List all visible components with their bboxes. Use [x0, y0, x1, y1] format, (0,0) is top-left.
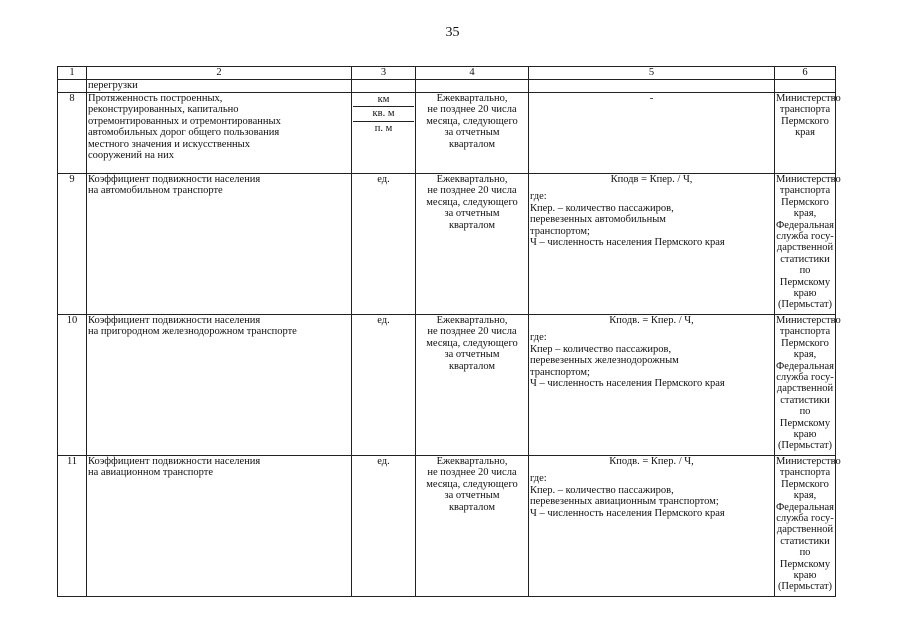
text-line: служба госу-	[776, 372, 834, 384]
row-number: 8	[58, 93, 87, 174]
text-line: (Пермьстат)	[777, 440, 833, 452]
text-line: транспорта	[779, 326, 831, 338]
indicator-name	[87, 174, 352, 315]
table-row	[58, 315, 836, 456]
text-line: Ежеквартально,	[436, 174, 508, 185]
text-line: Федеральная	[776, 219, 834, 231]
source-cell	[775, 80, 836, 93]
text-line: краю	[793, 429, 817, 441]
formula: -	[649, 93, 654, 104]
text-line: за отчетным	[444, 490, 500, 502]
text-line: Пермского	[781, 196, 829, 208]
header-row	[58, 67, 836, 80]
unit-value: ед.	[377, 315, 390, 326]
text-line: краю	[793, 570, 817, 582]
text-line: где:	[530, 332, 547, 344]
text-line: Ежеквартально,	[436, 93, 508, 104]
text-line: перевезенных автомобильным	[530, 214, 666, 226]
text-line: на автомобильном транспорте	[88, 185, 223, 197]
unit-cell	[352, 80, 416, 93]
text-line: Пермского	[781, 478, 829, 490]
text-line: Ч – численность населения Пермского края	[530, 378, 725, 390]
text-line: транспортом;	[530, 366, 590, 378]
text-line: края,	[793, 490, 817, 502]
text-line: реконструированных, капитально	[88, 104, 239, 116]
text-line: месяца, следующего	[426, 115, 518, 127]
text-line: Коэффициент подвижности населения	[88, 456, 261, 467]
text-line: служба госу-	[776, 231, 834, 243]
unit-value: п. м	[374, 122, 393, 134]
header-cell: 1	[58, 67, 87, 80]
row-number: 9	[58, 174, 87, 315]
text-line: края,	[793, 208, 817, 220]
text-line: не позднее 20 числа	[427, 104, 517, 116]
text-line: Министерство	[776, 174, 841, 185]
text-line: на пригородном железнодорожном транспорте	[88, 326, 297, 338]
text-line: кварталом	[448, 360, 496, 372]
text-line: по Пермскому	[779, 547, 831, 570]
indicator-name: перегрузки	[87, 80, 352, 93]
text-line: края,	[793, 349, 817, 361]
source-cell	[775, 456, 841, 597]
row-number: 10	[58, 315, 87, 456]
text-line: транспортом;	[530, 225, 590, 237]
unit-value: ед.	[377, 174, 390, 185]
formula-cell	[529, 174, 775, 315]
text-line: Ежеквартально,	[436, 315, 508, 326]
text-line: Федеральная	[776, 360, 834, 372]
formula: Кподв. = Кпер. / Ч,	[609, 315, 694, 326]
text-line: по Пермскому	[779, 406, 831, 429]
text-line: местного значения и искусственных	[88, 138, 250, 150]
text-line: статистики	[780, 535, 830, 547]
formula: Кподв = Кпер. / Ч,	[610, 174, 693, 185]
indicator-table	[57, 66, 841, 597]
text-line: за отчетным	[444, 349, 500, 361]
source-cell	[775, 315, 841, 456]
text-line: на авиационном транспорте	[88, 467, 213, 479]
continuation-row	[58, 80, 836, 93]
text-line: месяца, следующего	[426, 337, 518, 349]
source-cell	[775, 174, 841, 315]
text-line: перевезенных авиационным транспортом;	[530, 496, 719, 508]
text-line: Ч – численность населения Пермского края	[530, 237, 725, 249]
text-line: дарственной	[776, 242, 834, 254]
header-cell: 3	[352, 67, 416, 80]
text-line: Протяженность построенных,	[88, 93, 223, 104]
indicator-name	[87, 456, 352, 597]
indicator-name	[87, 315, 352, 456]
unit-cell	[352, 315, 416, 456]
table-row	[58, 456, 836, 597]
text-line: где:	[530, 191, 547, 203]
text-line: (Пермьстат)	[777, 581, 833, 593]
unit-value: кв. м	[353, 107, 414, 121]
text-line: не позднее 20 числа	[427, 326, 517, 338]
text-line: краю	[793, 288, 817, 300]
page-number: 35	[445, 25, 460, 40]
row-number	[58, 80, 87, 93]
text-line: транспорта	[779, 467, 831, 479]
formula-cell	[529, 456, 775, 597]
indicator-name	[87, 93, 352, 174]
period-cell	[416, 93, 529, 174]
text-line: за отчетным	[444, 127, 500, 139]
text-line: не позднее 20 числа	[427, 467, 517, 479]
unit-value: ед.	[377, 456, 390, 467]
text-line: кварталом	[448, 219, 496, 231]
text-line: Пермского края	[781, 115, 829, 139]
text-line: месяца, следующего	[426, 196, 518, 208]
unit-cell	[352, 174, 416, 315]
text-line: сооружений на них	[88, 150, 175, 162]
formula-cell	[529, 315, 775, 456]
period-cell	[416, 174, 529, 315]
text-line: не позднее 20 числа	[427, 185, 517, 197]
text-line: Ежеквартально,	[436, 456, 508, 467]
text-line: Министерство	[776, 315, 841, 326]
text-line: Коэффициент подвижности населения	[88, 315, 261, 326]
text-line: Коэффициент подвижности населения	[88, 174, 261, 185]
text-line: Кпер. – количество пассажиров,	[530, 202, 674, 214]
unit-cell	[352, 93, 416, 174]
text-line: статистики	[780, 394, 830, 406]
text-line: Федеральная	[776, 501, 834, 513]
row-number: 11	[58, 456, 87, 597]
text-line: служба госу-	[776, 513, 834, 525]
unit-value: км	[353, 93, 414, 107]
header-cell: 5	[529, 67, 775, 80]
text-line: дарственной	[776, 383, 834, 395]
period-cell	[416, 80, 529, 93]
text-line: Пермского	[781, 337, 829, 349]
header-cell: 4	[416, 67, 529, 80]
text-line: (Пермьстат)	[777, 299, 833, 311]
table-row	[58, 174, 836, 315]
text-line: Ч – численность населения Пермского края	[530, 507, 725, 519]
period-cell	[416, 456, 529, 597]
text-line: Министерство	[776, 93, 841, 104]
text-line: транспорта	[779, 104, 831, 116]
formula-cell	[529, 93, 775, 174]
text-line: Министерство	[776, 456, 841, 467]
text-line: дарственной	[776, 524, 834, 536]
source-cell	[775, 93, 841, 174]
header-cell: 6	[775, 67, 836, 80]
formula: Кподв. = Кпер. / Ч,	[609, 456, 694, 467]
unit-cell	[352, 456, 416, 597]
text-line: Кпер – количество пассажиров,	[530, 343, 672, 355]
text-line: автомобильных дорог общего пользования	[88, 127, 280, 139]
text-line: Кпер. – количество пассажиров,	[530, 484, 674, 496]
text-line: перевезенных железнодорожным	[530, 355, 679, 367]
text-line: за отчетным	[444, 208, 500, 220]
period-cell	[416, 315, 529, 456]
text-line: месяца, следующего	[426, 478, 518, 490]
text-line: кварталом	[448, 501, 496, 513]
text-line: отремонтированных и отремонтированных	[88, 115, 281, 127]
formula-cell	[529, 80, 775, 93]
text-line: кварталом	[448, 138, 496, 150]
text-line: по Пермскому	[779, 265, 831, 288]
text-line: транспорта	[779, 185, 831, 197]
header-cell: 2	[87, 67, 352, 80]
text-line: где:	[530, 473, 547, 485]
table-row	[58, 93, 836, 174]
text-line: статистики	[780, 253, 830, 265]
